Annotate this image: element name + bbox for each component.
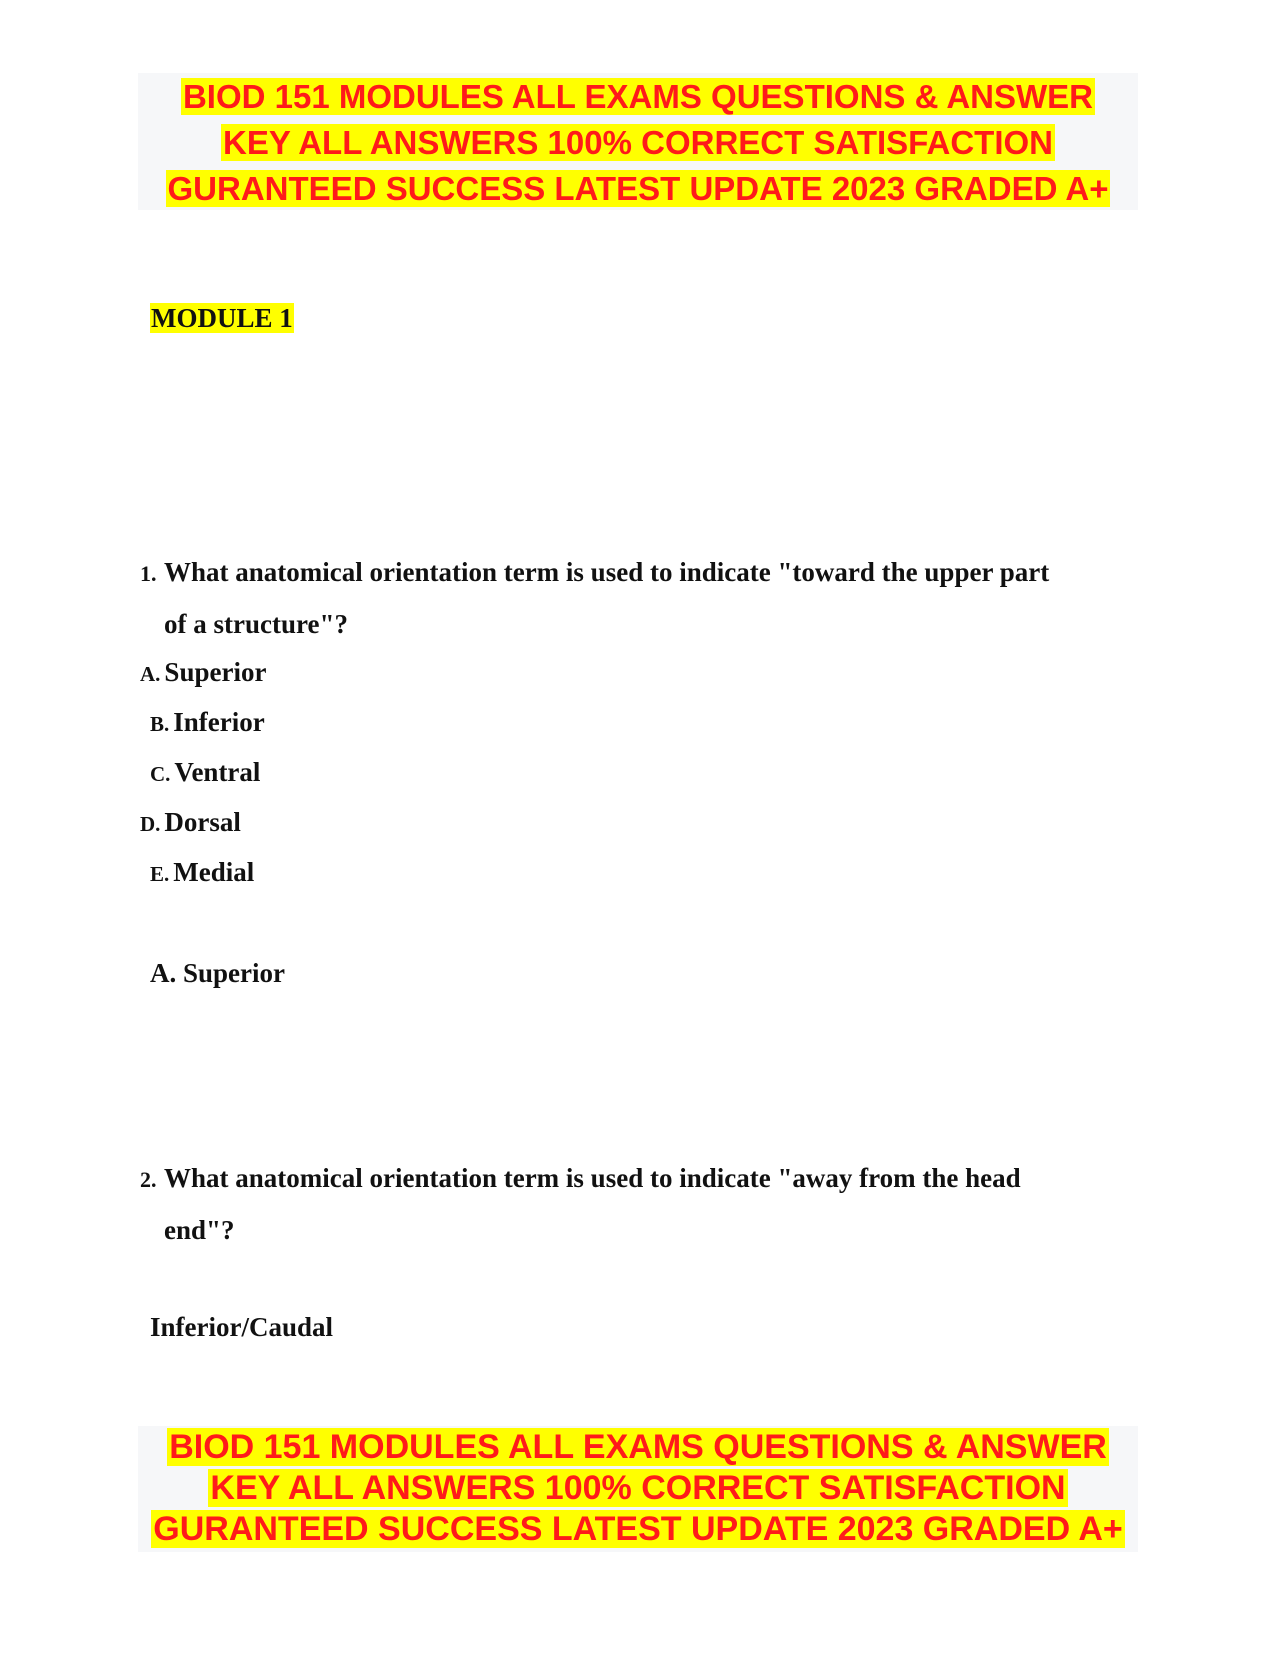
option-letter: A. xyxy=(140,662,161,686)
title-line-1: BIOD 151 MODULES ALL EXAMS QUESTIONS & ANSWER xyxy=(169,1428,1107,1466)
title-banner-top xyxy=(138,73,1138,210)
option-d xyxy=(140,802,241,844)
option-c xyxy=(150,752,260,794)
option-text: Ventral xyxy=(174,757,261,787)
title-line-2: KEY ALL ANSWERS 100% CORRECT SATISFACTION xyxy=(223,124,1053,161)
question-text: What anatomical orientation term is used to indicate "away from the head xyxy=(164,1163,1021,1193)
option-text: Medial xyxy=(173,857,255,887)
option-letter: B. xyxy=(150,712,170,736)
option-letter: C. xyxy=(150,762,171,786)
option-text: Superior xyxy=(164,657,267,687)
question-1-line-2: of a structure"? xyxy=(164,609,348,639)
option-b xyxy=(150,702,265,744)
question-number: 1. xyxy=(140,561,157,586)
option-e xyxy=(150,852,254,894)
question-1-line-1 xyxy=(140,547,1140,599)
question-2-line-1 xyxy=(140,1153,1140,1205)
answer-2: Inferior/Caudal xyxy=(150,1312,334,1342)
question-2 xyxy=(140,1153,1140,1255)
question-2-line-2: end"? xyxy=(164,1215,235,1245)
option-a xyxy=(140,652,266,694)
option-letter: D. xyxy=(140,812,161,836)
title-line-1: BIOD 151 MODULES ALL EXAMS QUESTIONS & ANSWER xyxy=(182,78,1094,115)
title-line-3: GURANTEED SUCCESS LATEST UPDATE 2023 GRADED A+ xyxy=(153,1510,1123,1548)
module-heading xyxy=(150,300,294,336)
title-line-3: GURANTEED SUCCESS LATEST UPDATE 2023 GRADED A+ xyxy=(167,170,1109,207)
question-1 xyxy=(140,547,1140,649)
option-text: Dorsal xyxy=(164,807,241,837)
option-text: Inferior xyxy=(173,707,265,737)
option-letter: E. xyxy=(150,862,170,886)
question-text: What anatomical orientation term is used to indicate "toward the upper part xyxy=(164,557,1050,587)
question-number: 2. xyxy=(140,1167,157,1192)
title-banner-bottom xyxy=(138,1426,1138,1552)
module-heading-text: MODULE 1 xyxy=(151,303,293,333)
title-line-2: KEY ALL ANSWERS 100% CORRECT SATISFACTION xyxy=(210,1469,1066,1507)
answer-1: A. Superior xyxy=(150,958,285,988)
